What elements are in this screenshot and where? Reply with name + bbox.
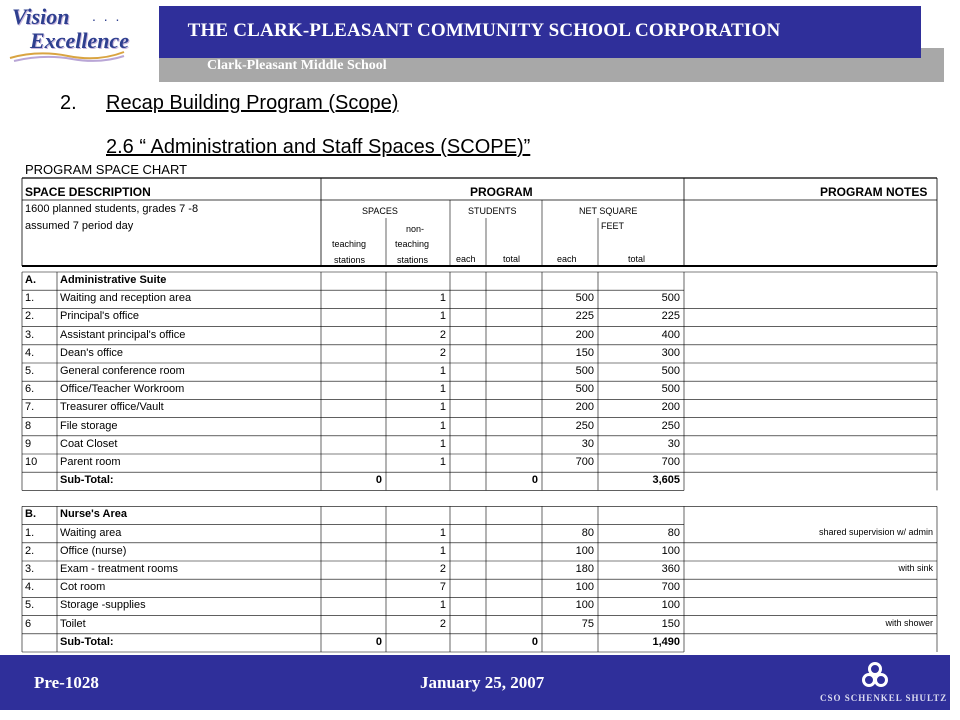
row-sf-each: 700 [575,456,594,468]
row-nonteaching-stations: 1 [439,365,446,377]
header-sf-total: total [628,254,646,264]
logo-swoosh-icon [8,48,126,62]
row-sf-total: 700 [661,456,680,468]
section-number: 2. [60,92,77,114]
row-nonteaching-stations: 1 [439,419,446,432]
program-space-chart-title: PROGRAM SPACE CHART [25,162,188,177]
row-number: 3. [25,328,35,341]
row-description: File storage [60,419,118,432]
row-description: Toilet [60,617,86,630]
subsection-title: 2.6 “ Administration and Staff Spaces (SCOPE)” [106,136,531,158]
header-students-each: each [456,254,476,264]
subtotal-label: Sub-Total: [60,474,114,487]
row-number: 4. [25,581,35,594]
row-sf-each: 100 [575,581,594,594]
vision-excellence-logo [8,4,129,62]
row-sf-each: 150 [575,346,594,359]
row-description: Parent room [60,456,121,468]
row-program-note: with sink [898,563,933,573]
footer-bar [0,655,950,710]
row-nonteaching-stations: 2 [439,617,446,630]
header-program-notes: PROGRAM NOTES [820,185,928,199]
row-number: 2. [25,544,35,557]
row-sf-each: 180 [575,563,594,575]
section-letter: A. [25,274,36,286]
subtotal-sf-total: 3,605 [652,474,680,487]
header-nonteaching-stations: stations [397,255,429,265]
row-sf-total: 200 [661,401,680,414]
row-number: 3. [25,563,35,575]
row-number: 4. [25,346,35,359]
row-nonteaching-stations: 2 [439,563,446,575]
row-sf-total: 500 [661,365,680,377]
header-spaces: SPACES [362,206,398,216]
row-sf-each: 500 [575,383,594,396]
row-sf-total: 300 [661,346,680,359]
header-space-description: SPACE DESCRIPTION [25,185,151,199]
subtotal-students-total: 0 [531,474,538,487]
row-description: Cot room [60,581,106,594]
row-number: 1. [25,526,35,539]
row-sf-total: 250 [661,419,680,432]
row-nonteaching-stations: 2 [439,328,446,341]
row-nonteaching-stations: 1 [439,456,446,468]
row-sf-each: 30 [581,437,594,450]
row-description: Waiting area [60,526,122,539]
header-nonteaching: teaching [395,239,430,249]
row-sf-total: 400 [661,328,680,341]
row-sf-total: 100 [661,599,680,612]
row-number: 5. [25,365,35,377]
row-sf-total: 700 [661,581,680,594]
logo-line2: Excellence [30,28,129,53]
row-number: 7. [25,401,35,414]
row-nonteaching-stations: 1 [439,310,446,323]
row-sf-total: 500 [661,292,680,305]
row-sf-total: 500 [661,383,680,396]
row-sf-each: 500 [575,365,594,377]
row-nonteaching-stations: 1 [439,401,446,414]
row-sf-total: 100 [661,544,680,557]
row-description: Office (nurse) [60,544,127,557]
header-teaching: teaching [332,239,367,249]
logo-line1: Vision [12,4,70,29]
row-number: 1. [25,292,35,305]
row-sf-each: 100 [575,599,594,612]
row-sf-total: 225 [661,310,680,323]
row-nonteaching-stations: 1 [439,544,446,557]
subtotal-students-total: 0 [531,635,538,648]
subtotal-label: Sub-Total: [60,635,114,648]
section-heading [60,92,398,115]
footer-project-code: Pre-1028 [34,673,99,692]
row-sf-each: 500 [575,292,594,305]
subtotal-teaching: 0 [375,635,382,648]
header-feet: FEET [601,221,625,231]
row-description: Office/Teacher Workroom [60,383,185,396]
row-description: Dean's office [60,346,124,359]
row-nonteaching-stations: 1 [439,383,446,396]
header-teaching-stations: stations [334,255,366,265]
row-number: 8 [25,419,32,432]
row-description: Waiting and reception area [60,292,192,305]
row-program-note: shared supervision w/ admin [818,526,933,537]
row-nonteaching-stations: 1 [439,437,446,450]
subsection-heading [106,136,530,159]
row-number: 5. [25,599,35,612]
row-nonteaching-stations: 1 [439,292,446,305]
row-description: Coat Closet [60,437,118,450]
section-name: Nurse's Area [60,508,128,521]
corporation-title: THE CLARK-PLEASANT COMMUNITY SCHOOL CORPORATION [187,20,781,41]
row-nonteaching-stations: 1 [439,526,446,539]
footer-date: January 25, 2007 [420,673,545,692]
row-description: Exam - treatment rooms [60,563,178,575]
row-description: Assistant principal's office [60,328,186,341]
row-sf-total: 30 [667,437,680,450]
row-description: General conference room [60,365,185,377]
school-name: Clark-Pleasant Middle School [207,58,387,73]
row-description: Storage -supplies [60,599,146,612]
row-sf-total: 360 [661,563,680,575]
row-description: Principal's office [60,310,139,323]
row-number: 10 [25,456,38,468]
row-sf-each: 200 [575,328,594,341]
header-program: PROGRAM [470,185,533,199]
header-non: non- [406,224,425,234]
section-name: Administrative Suite [60,274,167,286]
row-program-note: with shower [885,617,933,628]
row-sf-each: 250 [575,419,594,432]
row-sf-total: 80 [667,526,680,539]
header-sf-each: each [557,254,577,264]
row-number: 6. [25,383,35,396]
row-nonteaching-stations: 7 [439,581,446,594]
subtotal-sf-total: 1,490 [652,635,680,648]
row-sf-each: 75 [581,617,594,630]
row-nonteaching-stations: 1 [439,599,446,612]
section-letter: B. [25,508,36,521]
header-students-total: total [503,254,521,264]
row-sf-each: 100 [575,544,594,557]
corporation-title-bar [159,6,921,58]
row-sf-each: 225 [575,310,594,323]
row-sf-each: 80 [581,526,594,539]
row-nonteaching-stations: 2 [439,346,446,359]
desc-line-2: assumed 7 period day [25,220,134,232]
footer-company-name: CSO SCHENKEL SHULTZ [820,693,948,703]
header-students: STUDENTS [468,206,517,216]
row-sf-total: 150 [661,617,680,630]
header-net-square: NET SQUARE [579,206,638,216]
row-number: 6 [25,617,32,630]
row-sf-each: 200 [575,401,594,414]
section-title: Recap Building Program (Scope) [106,92,399,114]
logo-dots: . . . [92,8,122,24]
subtotal-teaching: 0 [375,474,382,487]
row-number: 2. [25,310,35,323]
row-number: 9 [25,437,32,450]
desc-line-1: 1600 planned students, grades 7 -8 [25,203,199,215]
row-description: Treasurer office/Vault [60,401,164,414]
cso-logo-icon [860,661,890,689]
